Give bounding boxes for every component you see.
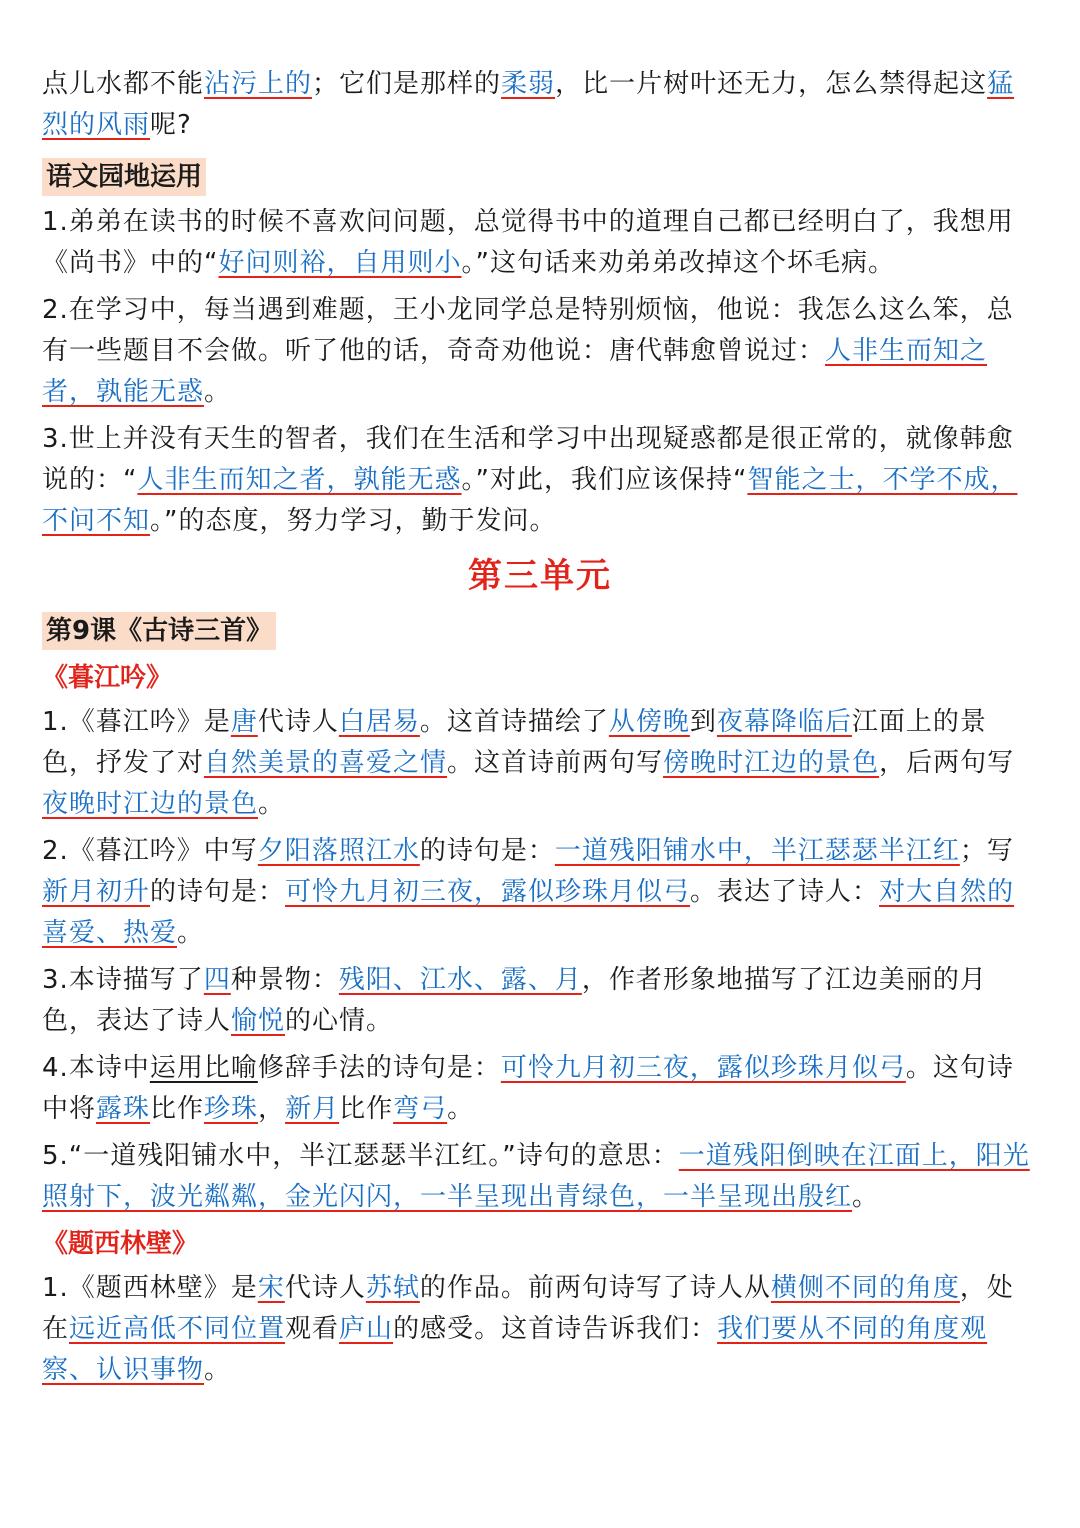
body-text: ；它们是那样的 bbox=[312, 69, 502, 99]
answer-text: 夜幕降临后 bbox=[716, 707, 852, 737]
answer-text: 残阳、江水、露、月 bbox=[338, 965, 582, 995]
body-text: 。 bbox=[258, 789, 286, 819]
body-text: 修辞手法的诗句是： bbox=[257, 1053, 501, 1083]
answer-text: 庐山 bbox=[339, 1314, 394, 1344]
answer-text: 沾污上的 bbox=[204, 69, 313, 99]
poem-item bbox=[42, 1268, 1038, 1391]
intro-paragraph bbox=[42, 64, 1038, 146]
body-text: 江面上的景色，抒发了对 bbox=[42, 707, 987, 778]
answer-text: 愉悦 bbox=[231, 1006, 286, 1036]
answer-text: 宋 bbox=[257, 1273, 285, 1303]
body-text: ，作者形象地描写了江边美丽的月色，表达了诗人 bbox=[42, 965, 987, 1036]
answer-text: 傍晚时江边的景色 bbox=[663, 748, 880, 778]
answer-text: 可怜九月初三夜，露似珍珠月似弓 bbox=[500, 1053, 906, 1083]
body-text: 代诗人 bbox=[284, 1273, 366, 1303]
body-text: 3.本诗描写了 bbox=[42, 965, 204, 995]
body-text: 的诗句是： bbox=[419, 836, 555, 866]
poem-item bbox=[42, 831, 1038, 954]
body-text: 。这首诗描绘了 bbox=[419, 707, 609, 737]
body-text: 的作品。前两句诗写了诗人从 bbox=[419, 1273, 771, 1303]
body-text: 。表达了诗人： bbox=[690, 877, 880, 907]
answer-text: 唐 bbox=[230, 707, 258, 737]
answer-text: 白居易 bbox=[338, 707, 420, 737]
body-text: 4.本诗中 bbox=[42, 1053, 150, 1083]
answer-text: 自然美景的喜爱之情 bbox=[204, 748, 448, 778]
answer-text: 露珠 bbox=[96, 1094, 151, 1124]
body-text: 。 bbox=[204, 1355, 232, 1385]
body-text: ，后两句写 bbox=[879, 748, 1015, 778]
poem-title-tixilinbi: 《题西林壁》 bbox=[42, 1229, 199, 1259]
body-text: 。 bbox=[204, 377, 232, 407]
poem-title-mujiangyin: 《暮江吟》 bbox=[42, 663, 173, 693]
unit-title: 第三单元 bbox=[468, 556, 612, 596]
body-text: ，比一片树叶还无力，怎么禁得起这 bbox=[555, 69, 988, 99]
answer-text: 新月初升 bbox=[42, 877, 151, 907]
body-text: 的诗句是： bbox=[150, 877, 286, 907]
poem-item bbox=[42, 960, 1038, 1042]
answer-text: 四 bbox=[203, 965, 231, 995]
exercise-item bbox=[42, 419, 1038, 542]
exercise-item bbox=[42, 202, 1038, 284]
body-text: 种景物： bbox=[230, 965, 339, 995]
body-text: 观看 bbox=[285, 1314, 340, 1344]
body-text: 。”的态度，努力学习，勤于发问。 bbox=[150, 506, 557, 536]
body-text: 到 bbox=[689, 707, 717, 737]
section-heading-yuwen: 语文园地运用 bbox=[42, 158, 206, 196]
answer-text: 可怜九月初三夜，露似珍珠月似弓 bbox=[285, 877, 691, 907]
body-text: 代诗人 bbox=[257, 707, 339, 737]
body-text: 。这首诗前两句写 bbox=[447, 748, 664, 778]
body-text: 比作 bbox=[150, 1094, 205, 1124]
lesson-heading: 第9课《古诗三首》 bbox=[42, 612, 276, 650]
body-text: 比作 bbox=[339, 1094, 394, 1124]
body-text: 1.《题西林壁》是 bbox=[42, 1273, 258, 1303]
answer-text: 从傍晚 bbox=[608, 707, 690, 737]
answer-text: 人非生而知之者，孰能无惑 bbox=[42, 336, 988, 407]
answer-text: 对大自然的喜爱、热爱 bbox=[42, 877, 1015, 948]
body-text: 。”这句话来劝弟弟改掉这个坏毛病。 bbox=[461, 248, 895, 278]
body-text: 5.“一道残阳铺水中，半江瑟瑟半江红。”诗句的意思： bbox=[42, 1141, 679, 1171]
body-text: 。 bbox=[177, 918, 205, 948]
body-text: 2.在学习中，每当遇到难题，王小龙同学总是特别烦恼，他说：我怎么这么笨，总有一些题目不会做。听了他的话，奇奇劝他说：唐代韩愈曾说过： bbox=[42, 295, 1014, 366]
answer-text: 夕阳落照江水 bbox=[257, 836, 420, 866]
body-text: 。 bbox=[447, 1094, 475, 1124]
answer-text: 一道残阳铺水中，半江瑟瑟半江红 bbox=[554, 836, 960, 866]
body-text: 1.《暮江吟》是 bbox=[42, 707, 231, 737]
answer-text: 柔弱 bbox=[501, 69, 556, 99]
answer-text: 弯弓 bbox=[393, 1094, 448, 1124]
answer-text: 智能之士，不学不成，不问不知 bbox=[42, 465, 1018, 536]
body-text: 。”对此，我们应该保持“ bbox=[461, 465, 748, 495]
answer-text: 猛烈的风雨 bbox=[42, 69, 1015, 140]
answer-text: 夜晚时江边的景色 bbox=[42, 789, 259, 819]
document-page bbox=[42, 64, 1038, 1397]
body-text: 。 bbox=[852, 1182, 880, 1212]
body-text: ；写 bbox=[959, 836, 1014, 866]
answer-text: 横侧不同的角度 bbox=[770, 1273, 960, 1303]
exercise-item bbox=[42, 290, 1038, 413]
body-text: ， bbox=[258, 1094, 286, 1124]
poem-item bbox=[42, 1048, 1038, 1130]
poem-item bbox=[42, 1136, 1038, 1218]
answer-text: 一道残阳倒映在江面上，阳光照射下，波光粼粼，金光闪闪，一半呈现出青绿色，一半呈现出殷红 bbox=[42, 1141, 1030, 1212]
body-text: 2.《暮江吟》中写 bbox=[42, 836, 258, 866]
answer-text: 新月 bbox=[285, 1094, 340, 1124]
body-text: 呢? bbox=[150, 110, 192, 140]
body-text: 的心情。 bbox=[285, 1006, 394, 1036]
answer-text: 苏轼 bbox=[365, 1273, 420, 1303]
underlined-text: 运用比喻 bbox=[149, 1053, 258, 1083]
body-text: 的感受。这首诗告诉我们： bbox=[393, 1314, 718, 1344]
body-text: 3.世上并没有天生的智者，我们在生活和学习中出现疑惑都是很正常的，就像韩愈说的：“ bbox=[42, 424, 1014, 495]
body-text: 1.弟弟在读书的时候不喜欢问问题，总觉得书中的道理自己都已经明白了，我想用《尚书》中的“ bbox=[42, 207, 1014, 278]
poem-item bbox=[42, 702, 1038, 825]
answer-text: 珍珠 bbox=[204, 1094, 259, 1124]
answer-text: 我们要从不同的角度观察、认识事物 bbox=[42, 1314, 988, 1385]
answer-text: 远近高低不同位置 bbox=[69, 1314, 286, 1344]
body-text: 点儿水都不能 bbox=[42, 69, 205, 99]
body-text: ，处在 bbox=[42, 1273, 1014, 1344]
body-text: 。这句诗中将 bbox=[42, 1053, 1014, 1124]
answer-text: 人非生而知之者，孰能无惑 bbox=[137, 465, 462, 495]
answer-text: 好问则裕，自用则小 bbox=[218, 248, 462, 278]
